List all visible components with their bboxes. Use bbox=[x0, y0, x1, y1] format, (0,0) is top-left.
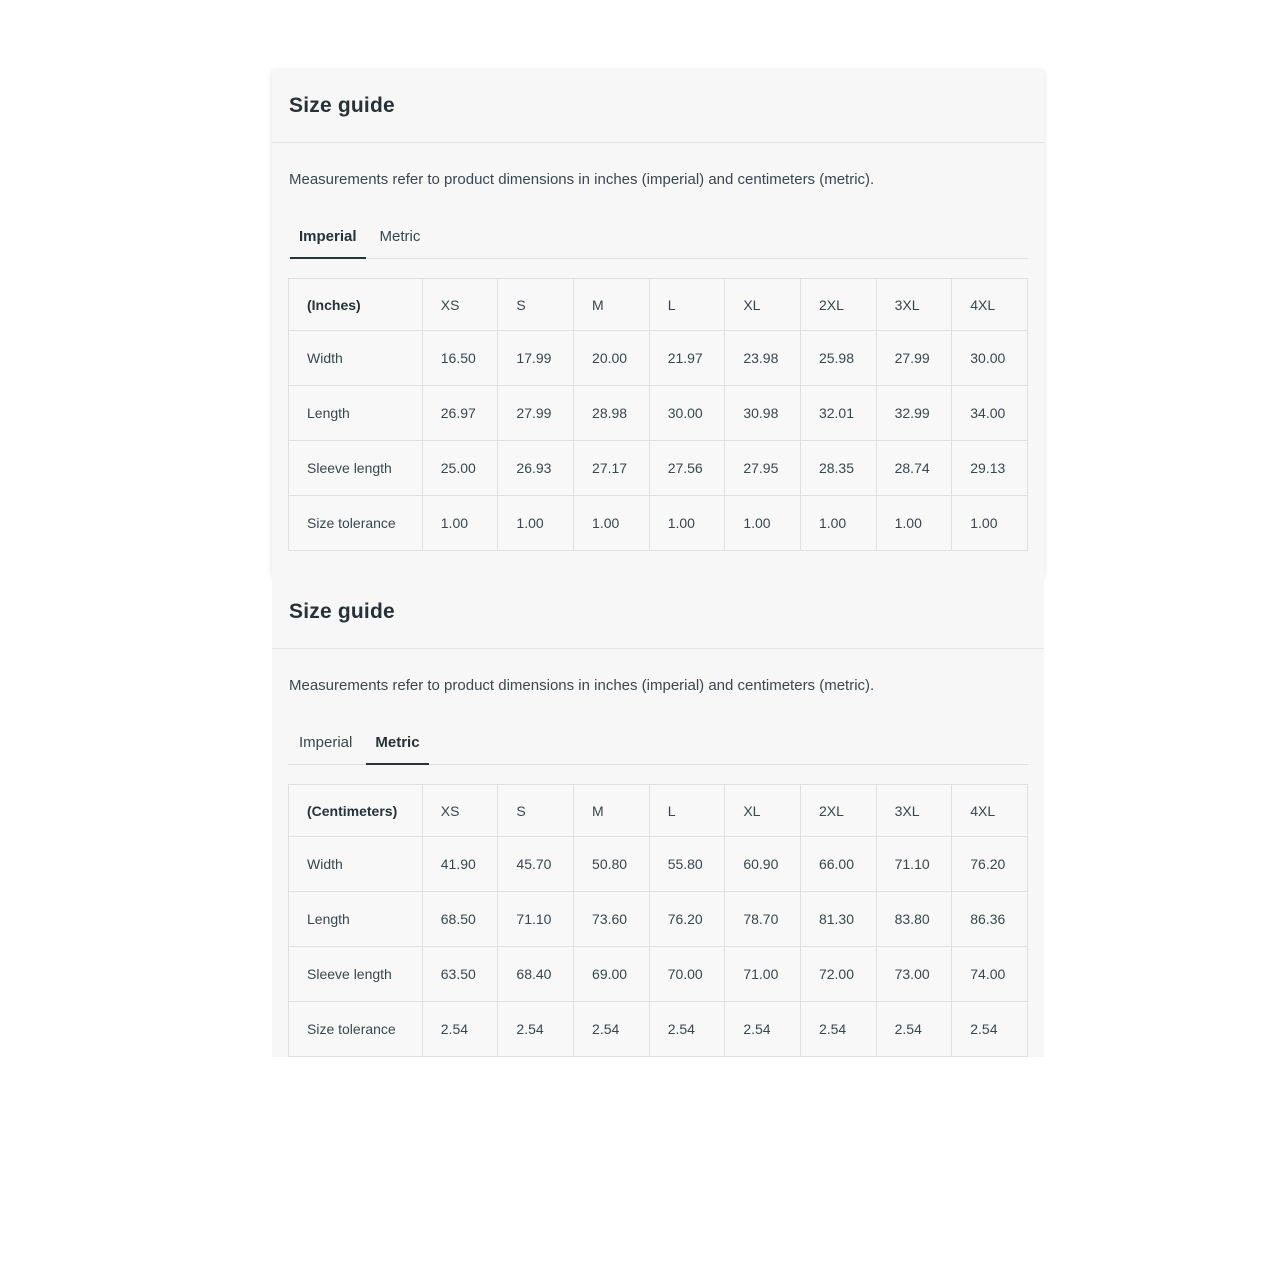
size-column-header: 3XL bbox=[876, 785, 952, 837]
measurement-value-cell: 45.70 bbox=[498, 837, 574, 892]
measurements-description: Measurements refer to product dimensions in inches (imperial) and centimeters (metric). bbox=[289, 171, 875, 188]
table-row bbox=[289, 1002, 1028, 1057]
size-column-header: M bbox=[574, 785, 650, 837]
measurement-value-cell: 55.80 bbox=[649, 837, 725, 892]
unit-tabbar bbox=[288, 218, 1028, 259]
size-column-header: S bbox=[498, 785, 574, 837]
size-column-header: 4XL bbox=[952, 785, 1028, 837]
measurement-value-cell: 71.10 bbox=[876, 837, 952, 892]
measurement-value-cell: 1.00 bbox=[800, 496, 876, 551]
measurement-value-cell: 32.01 bbox=[800, 386, 876, 441]
measurement-value-cell: 50.80 bbox=[574, 837, 650, 892]
measurement-label-cell: Sleeve length bbox=[289, 441, 423, 496]
measurement-value-cell: 2.54 bbox=[649, 1002, 725, 1057]
measurement-value-cell: 72.00 bbox=[800, 947, 876, 1002]
size-column-header: 4XL bbox=[952, 279, 1028, 331]
table-row bbox=[289, 947, 1028, 1002]
measurement-value-cell: 17.99 bbox=[498, 331, 574, 386]
measurement-value-cell: 70.00 bbox=[649, 947, 725, 1002]
measurement-value-cell: 30.00 bbox=[649, 386, 725, 441]
panel-body bbox=[272, 677, 1044, 1057]
measurements-description: Measurements refer to product dimensions in inches (imperial) and centimeters (metric). bbox=[289, 677, 875, 694]
unit-header-cell: (Centimeters) bbox=[289, 785, 423, 837]
measurement-value-cell: 23.98 bbox=[725, 331, 801, 386]
measurement-value-cell: 68.40 bbox=[498, 947, 574, 1002]
measurement-value-cell: 1.00 bbox=[422, 496, 498, 551]
size-column-header: L bbox=[649, 785, 725, 837]
measurement-value-cell: 73.00 bbox=[876, 947, 952, 1002]
size-column-header: XL bbox=[725, 785, 801, 837]
measurement-value-cell: 25.00 bbox=[422, 441, 498, 496]
measurement-value-cell: 68.50 bbox=[422, 892, 498, 947]
measurement-value-cell: 26.93 bbox=[498, 441, 574, 496]
measurement-value-cell: 83.80 bbox=[876, 892, 952, 947]
measurement-value-cell: 66.00 bbox=[800, 837, 876, 892]
measurement-value-cell: 1.00 bbox=[649, 496, 725, 551]
measurement-value-cell: 76.20 bbox=[649, 892, 725, 947]
tab-metric[interactable]: Metric bbox=[371, 218, 430, 259]
size-column-header: 2XL bbox=[800, 279, 876, 331]
panel-title: Size guide bbox=[289, 94, 395, 117]
size-column-header: XS bbox=[422, 785, 498, 837]
measurement-value-cell: 27.17 bbox=[574, 441, 650, 496]
size-column-header: 2XL bbox=[800, 785, 876, 837]
size-column-header: M bbox=[574, 279, 650, 331]
table-row bbox=[289, 837, 1028, 892]
tab-imperial[interactable]: Imperial bbox=[290, 218, 366, 259]
size-column-header: L bbox=[649, 279, 725, 331]
measurement-value-cell: 1.00 bbox=[952, 496, 1028, 551]
measurement-label-cell: Size tolerance bbox=[289, 1002, 423, 1057]
measurement-value-cell: 27.56 bbox=[649, 441, 725, 496]
panel-title: Size guide bbox=[289, 600, 395, 623]
measurement-value-cell: 27.99 bbox=[498, 386, 574, 441]
measurement-value-cell: 2.54 bbox=[574, 1002, 650, 1057]
measurement-value-cell: 86.36 bbox=[952, 892, 1028, 947]
measurement-label-cell: Length bbox=[289, 892, 423, 947]
measurement-value-cell: 2.54 bbox=[800, 1002, 876, 1057]
size-column-header: S bbox=[498, 279, 574, 331]
measurement-value-cell: 69.00 bbox=[574, 947, 650, 1002]
panel-body bbox=[272, 171, 1044, 576]
panel-header bbox=[272, 70, 1044, 143]
metric-size-table bbox=[288, 784, 1028, 1057]
tab-imperial[interactable]: Imperial bbox=[290, 724, 361, 765]
measurement-value-cell: 29.13 bbox=[952, 441, 1028, 496]
table-header-row bbox=[289, 785, 1028, 837]
measurement-value-cell: 71.00 bbox=[725, 947, 801, 1002]
measurement-value-cell: 16.50 bbox=[422, 331, 498, 386]
measurement-value-cell: 2.54 bbox=[498, 1002, 574, 1057]
unit-header-cell: (Inches) bbox=[289, 279, 423, 331]
measurement-value-cell: 81.30 bbox=[800, 892, 876, 947]
table-row bbox=[289, 331, 1028, 386]
measurement-value-cell: 60.90 bbox=[725, 837, 801, 892]
table-row bbox=[289, 441, 1028, 496]
measurement-value-cell: 2.54 bbox=[725, 1002, 801, 1057]
measurement-value-cell: 20.00 bbox=[574, 331, 650, 386]
size-guide-panel-metric bbox=[272, 576, 1044, 1057]
measurement-value-cell: 28.98 bbox=[574, 386, 650, 441]
measurement-value-cell: 2.54 bbox=[952, 1002, 1028, 1057]
measurement-value-cell: 73.60 bbox=[574, 892, 650, 947]
measurement-label-cell: Width bbox=[289, 331, 423, 386]
measurement-value-cell: 27.99 bbox=[876, 331, 952, 386]
measurement-value-cell: 28.74 bbox=[876, 441, 952, 496]
table-row bbox=[289, 496, 1028, 551]
imperial-size-table bbox=[288, 278, 1028, 551]
measurement-value-cell: 71.10 bbox=[498, 892, 574, 947]
size-column-header: XL bbox=[725, 279, 801, 331]
measurement-value-cell: 63.50 bbox=[422, 947, 498, 1002]
measurement-label-cell: Sleeve length bbox=[289, 947, 423, 1002]
panel-header bbox=[272, 576, 1044, 649]
measurement-label-cell: Size tolerance bbox=[289, 496, 423, 551]
measurement-value-cell: 1.00 bbox=[498, 496, 574, 551]
tab-metric[interactable]: Metric bbox=[366, 724, 428, 765]
measurement-label-cell: Length bbox=[289, 386, 423, 441]
measurement-value-cell: 32.99 bbox=[876, 386, 952, 441]
measurement-value-cell: 78.70 bbox=[725, 892, 801, 947]
measurement-value-cell: 34.00 bbox=[952, 386, 1028, 441]
measurement-value-cell: 30.00 bbox=[952, 331, 1028, 386]
table-row bbox=[289, 386, 1028, 441]
measurement-value-cell: 25.98 bbox=[800, 331, 876, 386]
measurement-value-cell: 26.97 bbox=[422, 386, 498, 441]
measurement-value-cell: 21.97 bbox=[649, 331, 725, 386]
size-guide-panel-imperial bbox=[272, 70, 1044, 576]
size-guide-stack bbox=[272, 70, 1044, 1057]
table-row bbox=[289, 892, 1028, 947]
measurement-value-cell: 28.35 bbox=[800, 441, 876, 496]
measurement-value-cell: 2.54 bbox=[876, 1002, 952, 1057]
measurement-value-cell: 76.20 bbox=[952, 837, 1028, 892]
measurement-value-cell: 30.98 bbox=[725, 386, 801, 441]
measurement-value-cell: 74.00 bbox=[952, 947, 1028, 1002]
measurement-value-cell: 41.90 bbox=[422, 837, 498, 892]
table-header-row bbox=[289, 279, 1028, 331]
measurement-value-cell: 2.54 bbox=[422, 1002, 498, 1057]
measurement-value-cell: 1.00 bbox=[876, 496, 952, 551]
size-column-header: 3XL bbox=[876, 279, 952, 331]
size-column-header: XS bbox=[422, 279, 498, 331]
measurement-value-cell: 27.95 bbox=[725, 441, 801, 496]
measurement-value-cell: 1.00 bbox=[574, 496, 650, 551]
measurement-label-cell: Width bbox=[289, 837, 423, 892]
measurement-value-cell: 1.00 bbox=[725, 496, 801, 551]
unit-tabbar bbox=[288, 724, 1028, 765]
